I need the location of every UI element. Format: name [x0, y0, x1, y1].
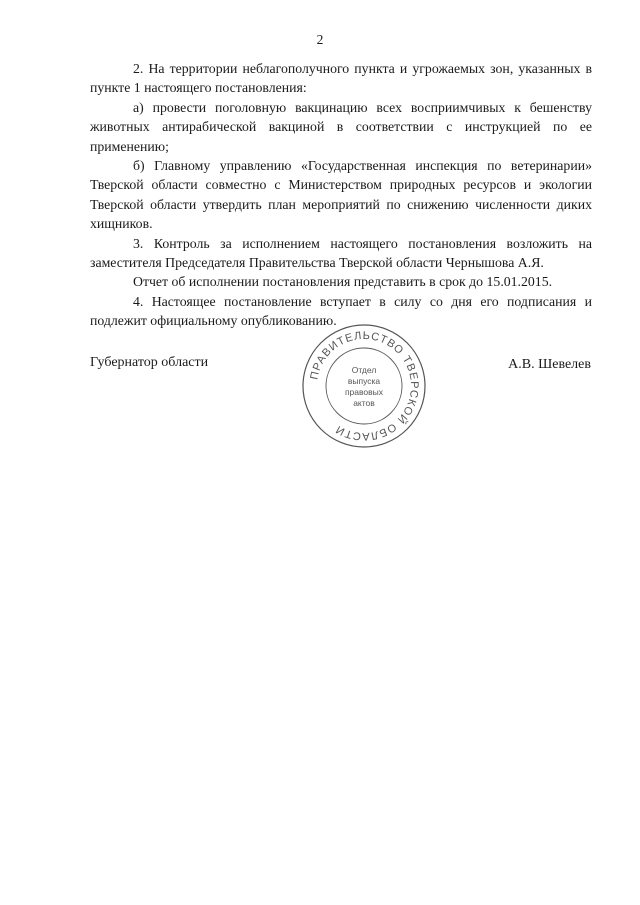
paragraph: 2. На территории неблагополучного пункта и угрожаемых зон, указанных в пункте 1 настоящего постановления: — [90, 61, 592, 96]
paragraph: 4. Настоящее постановление вступает в силу со дня его подписания и подлежит официальному опубликованию. — [90, 293, 592, 329]
paragraph: Отчет об исполнении постановления представить в срок до 15.01.2015. — [133, 274, 553, 290]
seal-ring-text: ПРАВИТЕЛЬСТВО ТВЕРСКОЙ ОБЛАСТИ — [308, 329, 421, 443]
official-seal — [300, 322, 428, 450]
seal-center-line: Отдел — [351, 365, 377, 375]
paragraph: а) провести поголовную вакцинацию всех восприимчивых к бешенству животных антирабической вакциной в соответствии с инструкцией по ее применению; — [90, 99, 592, 154]
seal-outer-ring — [303, 325, 425, 447]
page-number: 2 — [316, 32, 324, 47]
seal-center-line: актов — [353, 398, 375, 408]
seal-inner-ring — [326, 348, 402, 424]
signature-name: А.В. Шевелев — [508, 357, 591, 372]
paragraph: 3. Контроль за исполнением настоящего постановления возложить на заместителя Председателя Правительства Тверской области Чернышова А.Я. — [90, 235, 592, 271]
paragraph: б) Главному управлению «Государственная инспекция по ветеринарии» Тверской области совместно с Министерством природных ресурсов и экологии Тверской области утвердить план мероприятий по снижению численности диких хищников. — [90, 158, 592, 232]
seal-center-line: выпуска — [347, 376, 381, 386]
document-body — [90, 59, 592, 331]
seal-center-line: правовых — [344, 387, 384, 397]
signature-title: Губернатор области — [90, 355, 209, 370]
